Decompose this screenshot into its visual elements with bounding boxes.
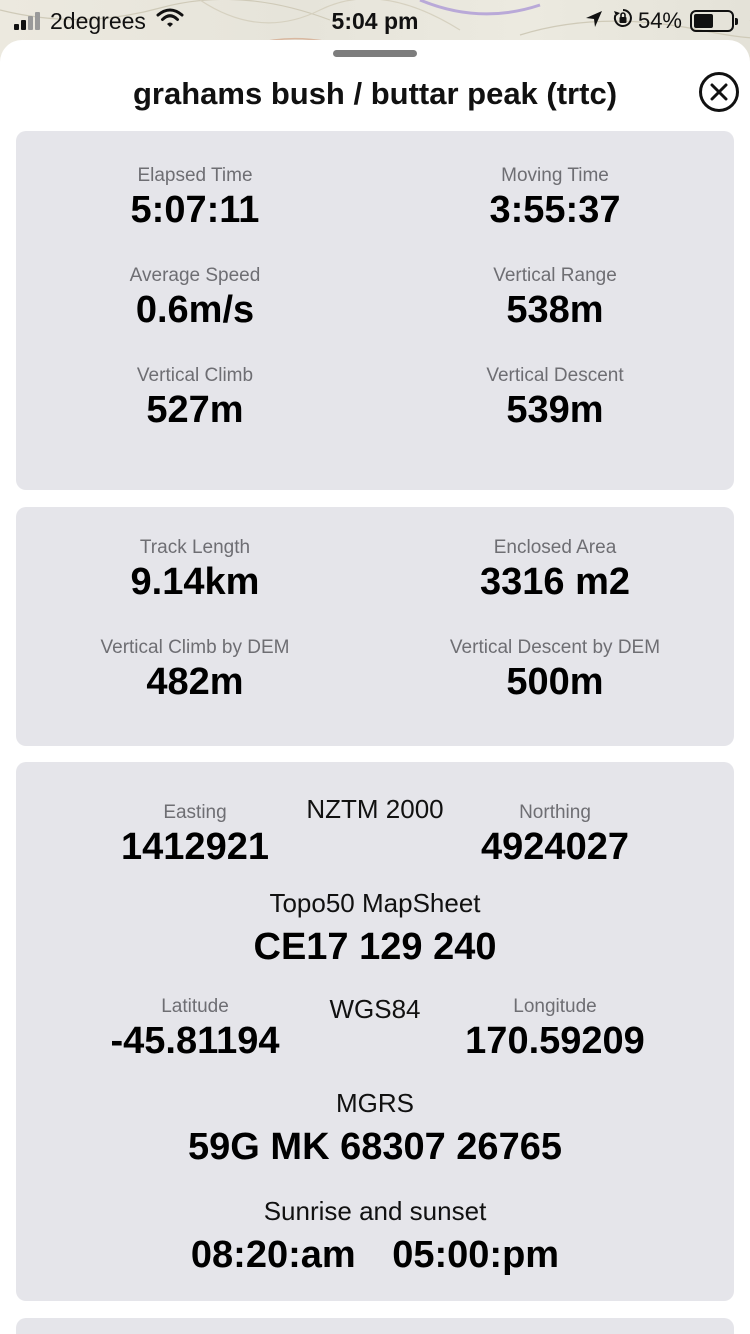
stat-vertical-descent: [395, 365, 715, 432]
details-sheet: [0, 40, 750, 1334]
sunset-time: 05:00:pm: [392, 1234, 560, 1276]
status-bar-right: [584, 8, 734, 34]
stat-moving-time: [395, 165, 715, 232]
easting-value: 1412921: [121, 826, 269, 868]
stat-elapsed-time: [35, 165, 355, 232]
topo50-value: CE17 129 240: [253, 926, 497, 968]
stat-label: Vertical Range: [493, 265, 617, 286]
stat-value: 3316 m2: [479, 561, 630, 603]
track-card: [16, 507, 734, 746]
sun-label: Sunrise and sunset: [263, 1196, 487, 1226]
battery-percent: 54%: [637, 8, 682, 33]
location-card: [16, 762, 734, 1301]
wgs84-label: WGS84: [329, 994, 421, 1024]
northing-value: 4924027: [481, 826, 629, 868]
stat-enclosed-area: [395, 537, 715, 604]
stat-value: 9.14km: [130, 561, 260, 603]
longitude-value: 170.59209: [465, 1020, 645, 1062]
easting-label: Easting: [163, 802, 227, 823]
carrier-name: 2degrees: [50, 7, 146, 34]
stats-card: [16, 131, 734, 490]
mgrs-value: 59G MK 68307 26765: [188, 1126, 562, 1168]
sun-times: [16, 1234, 734, 1277]
longitude-label: Longitude: [513, 996, 597, 1017]
stat-label: Vertical Descent: [486, 365, 624, 386]
northing: [395, 802, 715, 869]
stat-label: Vertical Descent by DEM: [449, 637, 661, 658]
stat-vertical-range: [395, 265, 715, 332]
stat-value: 482m: [146, 661, 244, 703]
stat-descent-by-dem: [395, 637, 715, 704]
stat-label: Track Length: [139, 537, 251, 558]
status-bar: [0, 0, 750, 40]
orientation-lock-icon: [612, 7, 634, 35]
sheet-grabber[interactable]: [333, 50, 417, 57]
topo50-label: Topo50 MapSheet: [269, 888, 481, 918]
latitude-label: Latitude: [161, 996, 229, 1017]
mgrs-label: MGRS: [336, 1088, 414, 1118]
close-icon: [710, 83, 728, 101]
close-button[interactable]: [699, 72, 739, 112]
latitude: [35, 996, 355, 1063]
clock: 5:04 pm: [331, 8, 419, 34]
stat-vertical-climb: [35, 365, 355, 432]
stat-value: 500m: [506, 661, 604, 703]
stat-value: 5:07:11: [130, 189, 260, 231]
stat-label: Average Speed: [129, 265, 261, 286]
nztm-label: NZTM 2000: [306, 794, 444, 824]
sheet-title: grahams bush / buttar peak (trtc): [132, 76, 618, 111]
stat-value: 527m: [146, 389, 244, 431]
sunrise-time: 08:20:am: [190, 1234, 356, 1276]
stat-label: Vertical Climb by DEM: [100, 637, 290, 658]
stat-label: Elapsed Time: [137, 165, 253, 186]
stat-label: Enclosed Area: [493, 537, 617, 558]
easting: [35, 802, 355, 869]
stat-value: 3:55:37: [489, 189, 621, 231]
stat-climb-by-dem: [35, 637, 355, 704]
stat-value: 538m: [506, 289, 604, 331]
next-card: [16, 1318, 734, 1334]
stat-label: Vertical Climb: [136, 365, 254, 386]
battery-fill: [694, 14, 713, 28]
stat-label: Moving Time: [501, 165, 609, 186]
longitude: [395, 996, 715, 1063]
stat-value: 0.6m/s: [135, 289, 255, 331]
northing-label: Northing: [519, 802, 591, 823]
stat-average-speed: [35, 265, 355, 332]
location-arrow-icon: [584, 8, 604, 35]
stat-value: 539m: [506, 389, 604, 431]
stat-track-length: [35, 537, 355, 604]
battery-icon: [690, 10, 734, 32]
latitude-value: -45.81194: [110, 1020, 280, 1062]
